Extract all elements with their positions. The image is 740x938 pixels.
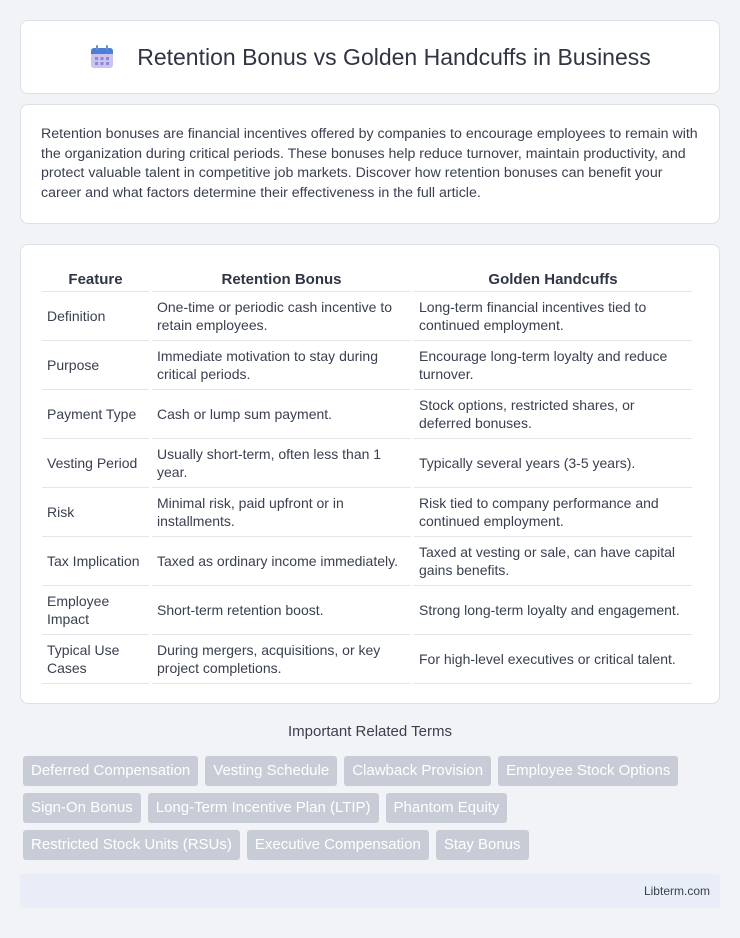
golden-handcuffs-cell: Long-term financial incentives tied to continued employment. xyxy=(414,292,692,341)
tag-deferred-compensation[interactable]: Deferred Compensation xyxy=(23,756,198,786)
table-row xyxy=(42,341,692,390)
retention-bonus-cell: During mergers, acquisitions, or key project completions. xyxy=(152,635,411,684)
tag-ltip[interactable]: Long-Term Incentive Plan (LTIP) xyxy=(148,793,379,823)
intro-card xyxy=(20,104,720,224)
tag-stay-bonus[interactable]: Stay Bonus xyxy=(436,830,529,860)
comparison-table xyxy=(39,261,695,684)
retention-bonus-cell: One-time or periodic cash incentive to retain employees. xyxy=(152,292,411,341)
feature-cell: Payment Type xyxy=(42,390,149,439)
golden-handcuffs-cell: For high-level executives or critical talent. xyxy=(414,635,692,684)
table-row xyxy=(42,292,692,341)
table-row xyxy=(42,439,692,488)
calendar-icon xyxy=(89,44,115,70)
golden-handcuffs-cell: Stock options, restricted shares, or deferred bonuses. xyxy=(414,390,692,439)
feature-cell: Tax Implication xyxy=(42,537,149,586)
column-header: Retention Bonus xyxy=(152,261,411,292)
tag-rsus[interactable]: Restricted Stock Units (RSUs) xyxy=(23,830,240,860)
page-title: Retention Bonus vs Golden Handcuffs in Business xyxy=(137,43,651,70)
tag-phantom-equity[interactable]: Phantom Equity xyxy=(386,793,508,823)
retention-bonus-cell: Minimal risk, paid upfront or in installments. xyxy=(152,488,411,537)
table-row xyxy=(42,635,692,684)
footer-site-link[interactable]: Libterm.com xyxy=(643,884,710,898)
table-header-row xyxy=(42,261,692,292)
tag-vesting-schedule[interactable]: Vesting Schedule xyxy=(205,756,337,786)
column-header: Golden Handcuffs xyxy=(414,261,692,292)
retention-bonus-cell: Short-term retention boost. xyxy=(152,586,411,635)
tag-employee-stock-options[interactable]: Employee Stock Options xyxy=(498,756,678,786)
retention-bonus-cell: Usually short-term, often less than 1 year. xyxy=(152,439,411,488)
golden-handcuffs-cell: Taxed at vesting or sale, can have capital gains benefits. xyxy=(414,537,692,586)
tag-clawback-provision[interactable]: Clawback Provision xyxy=(344,756,491,786)
golden-handcuffs-cell: Strong long-term loyalty and engagement. xyxy=(414,586,692,635)
tag-row xyxy=(23,756,723,786)
table-row xyxy=(42,586,692,635)
table-row xyxy=(42,537,692,586)
intro-text: Retention bonuses are financial incentives offered by companies to encourage employees to remain with the organization during critical periods. These bonuses help reduce turnover, maintain productivity, and protect valuable talent in competitive job markets. Discover how retention bonuses can benefit your career and what factors determine their effectiveness in the full article. xyxy=(41,126,698,201)
retention-bonus-cell: Immediate motivation to stay during critical periods. xyxy=(152,341,411,390)
footer xyxy=(20,874,720,908)
tag-executive-compensation[interactable]: Executive Compensation xyxy=(247,830,429,860)
feature-cell: Vesting Period xyxy=(42,439,149,488)
feature-cell: Risk xyxy=(42,488,149,537)
feature-cell: Typical Use Cases xyxy=(42,635,149,684)
related-terms-title: Important Related Terms xyxy=(288,723,452,740)
tag-row xyxy=(23,830,723,860)
table-row xyxy=(42,390,692,439)
related-terms xyxy=(23,756,723,867)
retention-bonus-cell: Taxed as ordinary income immediately. xyxy=(152,537,411,586)
comparison-table-card xyxy=(20,244,720,704)
feature-cell: Definition xyxy=(42,292,149,341)
tag-sign-on-bonus[interactable]: Sign-On Bonus xyxy=(23,793,141,823)
header-card xyxy=(20,20,720,94)
table-row xyxy=(42,488,692,537)
tag-row xyxy=(23,793,723,823)
feature-cell: Employee Impact xyxy=(42,586,149,635)
retention-bonus-cell: Cash or lump sum payment. xyxy=(152,390,411,439)
golden-handcuffs-cell: Risk tied to company performance and continued employment. xyxy=(414,488,692,537)
golden-handcuffs-cell: Encourage long-term loyalty and reduce turnover. xyxy=(414,341,692,390)
golden-handcuffs-cell: Typically several years (3-5 years). xyxy=(414,439,692,488)
column-header: Feature xyxy=(42,261,149,292)
feature-cell: Purpose xyxy=(42,341,149,390)
